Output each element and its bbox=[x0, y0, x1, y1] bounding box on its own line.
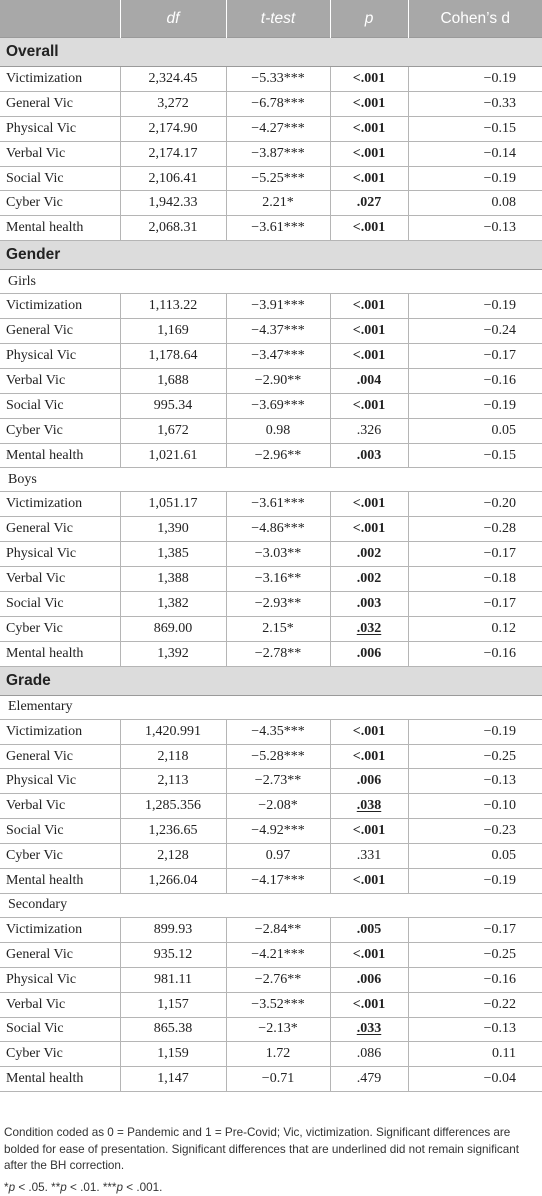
p-value-cell bbox=[330, 967, 408, 992]
p-value-text: .326 bbox=[357, 423, 382, 438]
row-label: Victimization bbox=[0, 719, 120, 744]
p-value-cell bbox=[330, 744, 408, 769]
sig-level-3: < .001. bbox=[123, 1181, 162, 1194]
p-value-text: <.001 bbox=[353, 997, 385, 1012]
cohens-d-cell: 0.12 bbox=[408, 616, 542, 641]
table-row bbox=[0, 418, 542, 443]
t-test-cell: −4.27*** bbox=[226, 116, 330, 141]
p-value-cell bbox=[330, 1067, 408, 1092]
p-value-cell bbox=[330, 592, 408, 617]
subgroup-label: Girls bbox=[0, 270, 542, 294]
df-cell: 2,174.90 bbox=[120, 116, 226, 141]
p-value-cell bbox=[330, 942, 408, 967]
t-test-cell: −3.69*** bbox=[226, 393, 330, 418]
table-row bbox=[0, 992, 542, 1017]
table-row bbox=[0, 542, 542, 567]
table-row bbox=[0, 166, 542, 191]
cohens-d-cell: −0.20 bbox=[408, 492, 542, 517]
cohens-d-cell: 0.05 bbox=[408, 844, 542, 869]
table-row bbox=[0, 344, 542, 369]
p-value-cell bbox=[330, 492, 408, 517]
table-row bbox=[0, 967, 542, 992]
df-cell: 2,106.41 bbox=[120, 166, 226, 191]
t-test-cell: −0.71 bbox=[226, 1067, 330, 1092]
cohens-d-cell: −0.23 bbox=[408, 819, 542, 844]
p-value-cell bbox=[330, 517, 408, 542]
df-cell: 1,420.991 bbox=[120, 719, 226, 744]
t-test-cell: −3.03** bbox=[226, 542, 330, 567]
t-test-cell: −2.76** bbox=[226, 967, 330, 992]
df-cell: 1,157 bbox=[120, 992, 226, 1017]
subgroup-label: Elementary bbox=[0, 695, 542, 719]
cohens-d-cell: −0.25 bbox=[408, 744, 542, 769]
t-test-cell: −2.73** bbox=[226, 769, 330, 794]
cohens-d-cell: −0.17 bbox=[408, 542, 542, 567]
p-value-text: <.001 bbox=[353, 496, 385, 511]
p-value-cell bbox=[330, 418, 408, 443]
row-label: Verbal Vic bbox=[0, 567, 120, 592]
p-value-cell bbox=[330, 641, 408, 666]
p-value-text: <.001 bbox=[353, 873, 385, 888]
cohens-d-cell: −0.10 bbox=[408, 794, 542, 819]
subgroup-label: Secondary bbox=[0, 893, 542, 917]
p-value-cell bbox=[330, 819, 408, 844]
row-label: Mental health bbox=[0, 1067, 120, 1092]
row-label: Verbal Vic bbox=[0, 141, 120, 166]
t-test-cell: −2.84** bbox=[226, 917, 330, 942]
p-value-cell bbox=[330, 91, 408, 116]
p-value-cell bbox=[330, 542, 408, 567]
p-value-text: <.001 bbox=[353, 348, 385, 363]
row-label: Physical Vic bbox=[0, 967, 120, 992]
p-value-text: <.001 bbox=[353, 146, 385, 161]
t-test-cell: −6.78*** bbox=[226, 91, 330, 116]
df-cell: 1,178.64 bbox=[120, 344, 226, 369]
row-label: Mental health bbox=[0, 641, 120, 666]
row-label: Social Vic bbox=[0, 393, 120, 418]
header-p: p bbox=[330, 0, 408, 38]
cohens-d-cell: −0.04 bbox=[408, 1067, 542, 1092]
row-label: Physical Vic bbox=[0, 769, 120, 794]
df-cell: 899.93 bbox=[120, 917, 226, 942]
p-value-text: .027 bbox=[357, 195, 382, 210]
p-value-cell bbox=[330, 844, 408, 869]
note-main: Condition coded as 0 = Pandemic and 1 = Pre-Covid; Vic, victimization. Significant differences are bolded for ease of presentation. Significant differences that are underlined did not remain significant after the BH correction. bbox=[4, 1125, 538, 1175]
section-header-row bbox=[0, 666, 542, 695]
df-cell: 2,068.31 bbox=[120, 216, 226, 241]
subgroup-row bbox=[0, 270, 542, 294]
header-df: df bbox=[120, 0, 226, 38]
t-test-cell: 2.21* bbox=[226, 191, 330, 216]
cohens-d-cell: −0.13 bbox=[408, 769, 542, 794]
df-cell: 1,390 bbox=[120, 517, 226, 542]
table-row bbox=[0, 616, 542, 641]
table-row bbox=[0, 869, 542, 894]
cohens-d-cell: −0.15 bbox=[408, 116, 542, 141]
cohens-d-cell: −0.18 bbox=[408, 567, 542, 592]
df-cell: 1,147 bbox=[120, 1067, 226, 1092]
t-test-cell: −2.96** bbox=[226, 443, 330, 468]
p-value-text: .032 bbox=[357, 621, 382, 636]
row-label: Cyber Vic bbox=[0, 844, 120, 869]
row-label: General Vic bbox=[0, 942, 120, 967]
p-value-text: .003 bbox=[357, 448, 382, 463]
table-row bbox=[0, 917, 542, 942]
p-value-cell bbox=[330, 191, 408, 216]
cohens-d-cell: 0.08 bbox=[408, 191, 542, 216]
p-value-cell bbox=[330, 141, 408, 166]
table-row bbox=[0, 769, 542, 794]
header-t-test bbox=[226, 0, 330, 38]
table-notes bbox=[0, 1125, 542, 1196]
table-row bbox=[0, 67, 542, 92]
df-cell: 1,051.17 bbox=[120, 492, 226, 517]
row-label: Mental health bbox=[0, 216, 120, 241]
cohens-d-cell: −0.19 bbox=[408, 294, 542, 319]
df-cell: 1,113.22 bbox=[120, 294, 226, 319]
header-row bbox=[0, 0, 542, 38]
table-row bbox=[0, 141, 542, 166]
cohens-d-cell: −0.19 bbox=[408, 166, 542, 191]
row-label: Social Vic bbox=[0, 1017, 120, 1042]
table-row bbox=[0, 1017, 542, 1042]
p-value-cell bbox=[330, 1017, 408, 1042]
row-label: Victimization bbox=[0, 492, 120, 517]
table-row bbox=[0, 492, 542, 517]
t-test-cell: −4.37*** bbox=[226, 319, 330, 344]
row-label: Victimization bbox=[0, 67, 120, 92]
p-symbol: p bbox=[9, 1181, 16, 1194]
table-row bbox=[0, 91, 542, 116]
header-t-test-text: t-test bbox=[261, 10, 295, 27]
cohens-d-cell: −0.13 bbox=[408, 216, 542, 241]
df-cell: 1,388 bbox=[120, 567, 226, 592]
df-cell: 1,285.356 bbox=[120, 794, 226, 819]
df-cell: 935.12 bbox=[120, 942, 226, 967]
table-row bbox=[0, 719, 542, 744]
table-body bbox=[0, 38, 542, 1092]
cohens-d-cell: −0.22 bbox=[408, 992, 542, 1017]
cohens-d-cell: −0.17 bbox=[408, 917, 542, 942]
df-cell: 2,113 bbox=[120, 769, 226, 794]
row-label: Social Vic bbox=[0, 592, 120, 617]
t-test-cell: −3.47*** bbox=[226, 344, 330, 369]
section-header-row bbox=[0, 241, 542, 270]
df-cell: 1,385 bbox=[120, 542, 226, 567]
cohens-d-cell: −0.17 bbox=[408, 344, 542, 369]
p-value-cell bbox=[330, 567, 408, 592]
section-title: Gender bbox=[0, 241, 542, 270]
t-test-cell: −4.92*** bbox=[226, 819, 330, 844]
cohens-d-cell: −0.15 bbox=[408, 443, 542, 468]
df-cell: 869.00 bbox=[120, 616, 226, 641]
table-row bbox=[0, 567, 542, 592]
p-value-cell bbox=[330, 443, 408, 468]
cohens-d-cell: −0.13 bbox=[408, 1017, 542, 1042]
p-value-cell bbox=[330, 67, 408, 92]
row-label: Cyber Vic bbox=[0, 616, 120, 641]
table-row bbox=[0, 942, 542, 967]
p-value-text: .331 bbox=[357, 848, 382, 863]
row-label: Verbal Vic bbox=[0, 992, 120, 1017]
p-value-cell bbox=[330, 368, 408, 393]
subgroup-label: Boys bbox=[0, 468, 542, 492]
row-label: Physical Vic bbox=[0, 344, 120, 369]
t-test-cell: −3.91*** bbox=[226, 294, 330, 319]
section-header-row bbox=[0, 38, 542, 67]
cohens-d-cell: −0.33 bbox=[408, 91, 542, 116]
p-value-cell bbox=[330, 294, 408, 319]
t-test-cell: −2.78** bbox=[226, 641, 330, 666]
p-value-text: <.001 bbox=[353, 220, 385, 235]
row-label: Cyber Vic bbox=[0, 418, 120, 443]
p-value-cell bbox=[330, 719, 408, 744]
t-test-cell: −3.61*** bbox=[226, 216, 330, 241]
row-label: Verbal Vic bbox=[0, 794, 120, 819]
df-cell: 1,672 bbox=[120, 418, 226, 443]
row-label: Victimization bbox=[0, 917, 120, 942]
df-cell: 1,942.33 bbox=[120, 191, 226, 216]
t-test-cell: −5.33*** bbox=[226, 67, 330, 92]
section-title: Grade bbox=[0, 666, 542, 695]
t-test-cell: −4.21*** bbox=[226, 942, 330, 967]
p-value-text: .086 bbox=[357, 1046, 382, 1061]
t-test-cell: −3.16** bbox=[226, 567, 330, 592]
cohens-d-cell: −0.16 bbox=[408, 368, 542, 393]
t-test-cell: −3.87*** bbox=[226, 141, 330, 166]
subgroup-row bbox=[0, 468, 542, 492]
row-label: Social Vic bbox=[0, 166, 120, 191]
df-cell: 1,392 bbox=[120, 641, 226, 666]
cohens-d-cell: −0.19 bbox=[408, 67, 542, 92]
df-cell: 2,324.45 bbox=[120, 67, 226, 92]
row-label: General Vic bbox=[0, 517, 120, 542]
row-label: Victimization bbox=[0, 294, 120, 319]
df-cell: 1,382 bbox=[120, 592, 226, 617]
cohens-d-cell: −0.19 bbox=[408, 719, 542, 744]
table-row bbox=[0, 393, 542, 418]
p-value-text: .006 bbox=[357, 773, 382, 788]
cohens-d-cell: −0.16 bbox=[408, 967, 542, 992]
t-test-cell: 2.15* bbox=[226, 616, 330, 641]
p-value-text: <.001 bbox=[353, 947, 385, 962]
p-value-text: <.001 bbox=[353, 398, 385, 413]
p-value-text: .479 bbox=[357, 1071, 382, 1086]
p-value-cell bbox=[330, 166, 408, 191]
t-test-cell: −5.28*** bbox=[226, 744, 330, 769]
table-row bbox=[0, 319, 542, 344]
t-test-cell: 1.72 bbox=[226, 1042, 330, 1067]
p-symbol: p bbox=[116, 1181, 123, 1194]
p-value-text: <.001 bbox=[353, 323, 385, 338]
section-title: Overall bbox=[0, 38, 542, 67]
p-value-text: <.001 bbox=[353, 749, 385, 764]
p-value-cell bbox=[330, 116, 408, 141]
p-value-text: .005 bbox=[357, 922, 382, 937]
p-value-cell bbox=[330, 616, 408, 641]
df-cell: 1,236.65 bbox=[120, 819, 226, 844]
df-cell: 3,272 bbox=[120, 91, 226, 116]
t-test-cell: −2.13* bbox=[226, 1017, 330, 1042]
cohens-d-cell: −0.24 bbox=[408, 319, 542, 344]
table-row bbox=[0, 368, 542, 393]
cohens-d-cell: −0.19 bbox=[408, 393, 542, 418]
p-value-text: .002 bbox=[357, 546, 382, 561]
p-value-text: <.001 bbox=[353, 521, 385, 536]
df-cell: 1,266.04 bbox=[120, 869, 226, 894]
df-cell: 1,021.61 bbox=[120, 443, 226, 468]
table-row bbox=[0, 294, 542, 319]
p-value-text: .006 bbox=[357, 646, 382, 661]
table-row bbox=[0, 819, 542, 844]
cohens-d-cell: −0.25 bbox=[408, 942, 542, 967]
p-value-cell bbox=[330, 319, 408, 344]
sig-level-2: < .01. *** bbox=[67, 1181, 117, 1194]
p-value-cell bbox=[330, 794, 408, 819]
cohens-d-cell: −0.16 bbox=[408, 641, 542, 666]
p-value-cell bbox=[330, 869, 408, 894]
cohens-d-cell: 0.11 bbox=[408, 1042, 542, 1067]
p-value-text: <.001 bbox=[353, 724, 385, 739]
row-label: Physical Vic bbox=[0, 116, 120, 141]
subgroup-row bbox=[0, 893, 542, 917]
t-test-cell: −3.61*** bbox=[226, 492, 330, 517]
subgroup-row bbox=[0, 695, 542, 719]
table-row bbox=[0, 744, 542, 769]
df-cell: 2,174.17 bbox=[120, 141, 226, 166]
cohens-d-cell: −0.17 bbox=[408, 592, 542, 617]
note-significance: *p < .05. **p < .01. ***p < .001. bbox=[4, 1180, 538, 1196]
row-label: General Vic bbox=[0, 744, 120, 769]
row-label: General Vic bbox=[0, 91, 120, 116]
df-cell: 1,159 bbox=[120, 1042, 226, 1067]
p-symbol: p bbox=[60, 1181, 67, 1194]
header-cohens-d: Cohen’s d bbox=[408, 0, 542, 38]
t-test-cell: −4.86*** bbox=[226, 517, 330, 542]
p-value-text: <.001 bbox=[353, 171, 385, 186]
row-label: Cyber Vic bbox=[0, 191, 120, 216]
t-test-cell: −4.17*** bbox=[226, 869, 330, 894]
table-row bbox=[0, 517, 542, 542]
t-test-cell: −4.35*** bbox=[226, 719, 330, 744]
row-label: Social Vic bbox=[0, 819, 120, 844]
df-cell: 2,128 bbox=[120, 844, 226, 869]
table-row bbox=[0, 1042, 542, 1067]
p-value-text: <.001 bbox=[353, 121, 385, 136]
p-value-text: .006 bbox=[357, 972, 382, 987]
header-label bbox=[0, 0, 120, 38]
p-value-cell bbox=[330, 917, 408, 942]
table-row bbox=[0, 844, 542, 869]
p-value-cell bbox=[330, 769, 408, 794]
row-label: Verbal Vic bbox=[0, 368, 120, 393]
table-row bbox=[0, 641, 542, 666]
p-value-cell bbox=[330, 992, 408, 1017]
p-value-cell bbox=[330, 344, 408, 369]
row-label: General Vic bbox=[0, 319, 120, 344]
row-label: Cyber Vic bbox=[0, 1042, 120, 1067]
t-test-cell: −2.93** bbox=[226, 592, 330, 617]
p-value-text: <.001 bbox=[353, 71, 385, 86]
cohens-d-cell: −0.19 bbox=[408, 869, 542, 894]
table-row bbox=[0, 191, 542, 216]
cohens-d-cell: −0.28 bbox=[408, 517, 542, 542]
t-test-cell: −2.90** bbox=[226, 368, 330, 393]
table-row bbox=[0, 216, 542, 241]
table-row bbox=[0, 592, 542, 617]
row-label: Physical Vic bbox=[0, 542, 120, 567]
p-value-cell bbox=[330, 216, 408, 241]
t-test-cell: −2.08* bbox=[226, 794, 330, 819]
table-row bbox=[0, 443, 542, 468]
df-cell: 1,169 bbox=[120, 319, 226, 344]
cohens-d-cell: 0.05 bbox=[408, 418, 542, 443]
df-cell: 981.11 bbox=[120, 967, 226, 992]
p-value-text: <.001 bbox=[353, 298, 385, 313]
t-test-cell: 0.98 bbox=[226, 418, 330, 443]
cohens-d-cell: −0.14 bbox=[408, 141, 542, 166]
p-value-text: <.001 bbox=[353, 823, 385, 838]
t-test-cell: −5.25*** bbox=[226, 166, 330, 191]
df-cell: 865.38 bbox=[120, 1017, 226, 1042]
p-value-cell bbox=[330, 393, 408, 418]
table-row bbox=[0, 116, 542, 141]
table-row bbox=[0, 794, 542, 819]
table-row bbox=[0, 1067, 542, 1092]
row-label: Mental health bbox=[0, 869, 120, 894]
df-cell: 1,688 bbox=[120, 368, 226, 393]
p-value-text: <.001 bbox=[353, 96, 385, 111]
df-cell: 2,118 bbox=[120, 744, 226, 769]
p-value-text: .033 bbox=[357, 1021, 382, 1036]
p-value-text: .004 bbox=[357, 373, 382, 388]
t-test-cell: −3.52*** bbox=[226, 992, 330, 1017]
row-label: Mental health bbox=[0, 443, 120, 468]
p-value-text: .003 bbox=[357, 596, 382, 611]
df-cell: 995.34 bbox=[120, 393, 226, 418]
p-value-text: .002 bbox=[357, 571, 382, 586]
sig-level-1: < .05. ** bbox=[15, 1181, 60, 1194]
p-value-cell bbox=[330, 1042, 408, 1067]
t-test-cell: 0.97 bbox=[226, 844, 330, 869]
p-value-text: .038 bbox=[357, 798, 382, 813]
